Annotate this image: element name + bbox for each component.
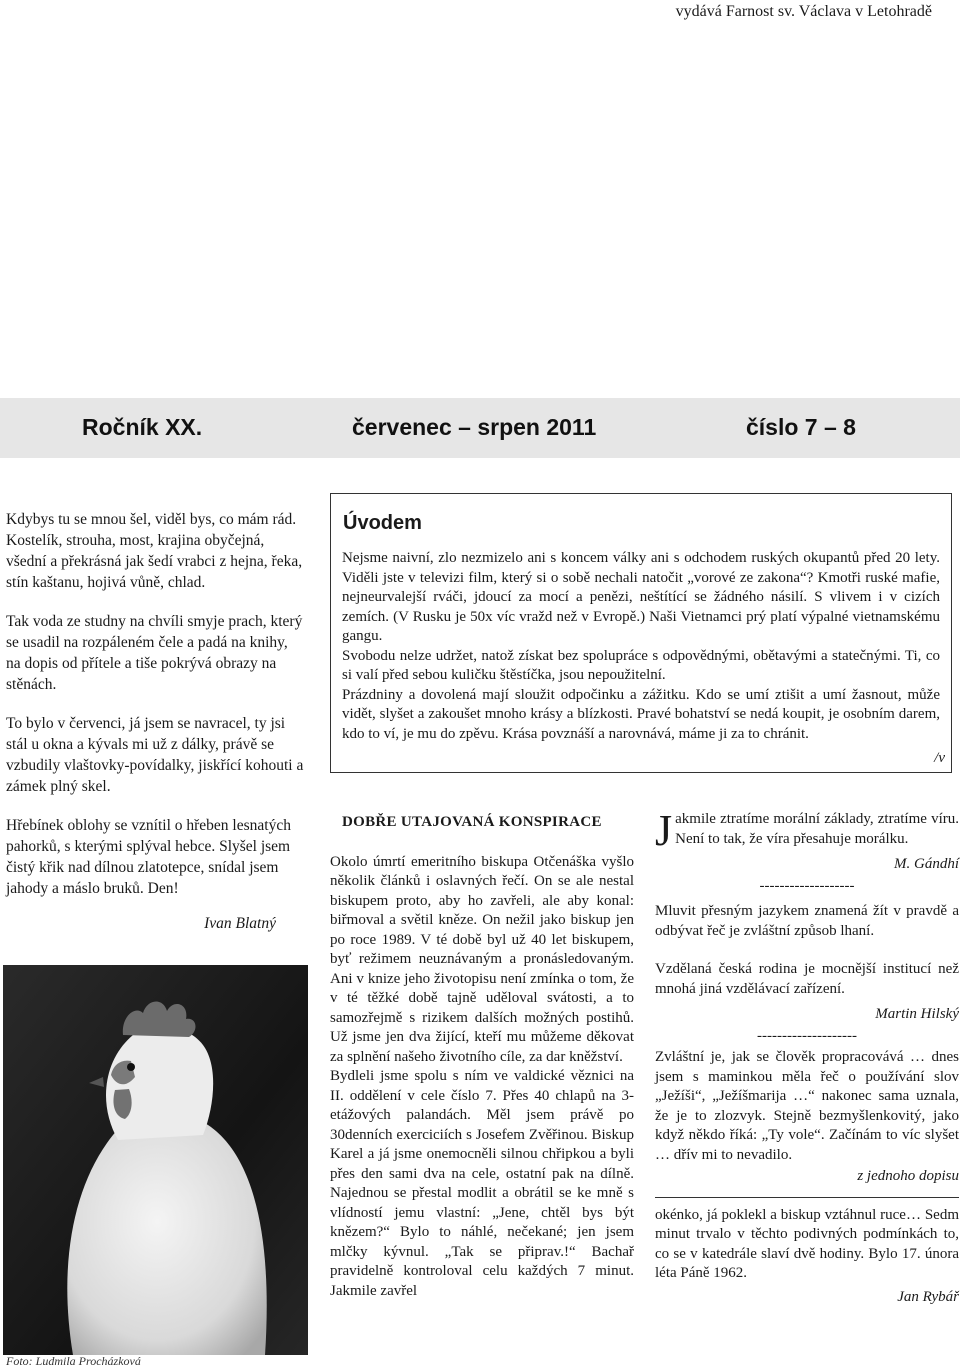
quote-divider: -------------------- (757, 1027, 857, 1044)
publisher-line: vydává Farnost sv. Václava v Letohradě (675, 3, 932, 20)
intro-box (330, 493, 952, 773)
quote-gandhi: Jakmile ztratíme morální základy, ztratíme víru. Není to tak, že víra přesahuje morálku. (655, 806, 959, 855)
article-title: DOBŘE UTAJOVANÁ KONSPIRACE (342, 814, 602, 830)
issue-number: číslo 7 – 8 (746, 414, 856, 440)
article-continuation: okénko, já poklekl a biskup vztáhnul ruce… Sedm minut trvalo v těchto podivných podmínkách to, co se v katedrále slaví dvě hodiny. Bylo 17. února léta Páně 1962. (655, 1206, 959, 1281)
quote-author: Martin Hilský (875, 1006, 959, 1022)
poem-stanza: Kdybys tu se mnou šel, viděl bys, co mám rád. Kostelík, strouha, most, krajina obyčejná, všední a překrásná jak šedí vrabci z hejna, řeka, stín kaštanu, hojivá vůně, chlad. (6, 511, 303, 591)
quotes-column (655, 806, 959, 1307)
intro-signature: /v (934, 750, 945, 766)
intro-title: Úvodem (343, 512, 422, 534)
issue-date: červenec – srpen 2011 (352, 414, 597, 440)
poem-stanza: Tak voda ze studny na chvíli smyje prach, který se usadil na rozpáleném čele a padá na knihy, na dopis od přítele a tiše pokrývá obrazy na stěnách. (6, 613, 303, 693)
intro-body (342, 549, 940, 744)
quote-author: M. Gándhí (894, 856, 959, 872)
quote-author: z jednoho dopisu (857, 1168, 959, 1184)
poem-author: Ivan Blatný (204, 915, 276, 932)
quote-letter: Zvláštní je, jak se člověk propracovává … dnes jsem s maminkou měla řeč o používání slov „Ježíši“, „Ježíšmarija …“ nakonec sama uznala, že je to zlozvyk. Stejně bezmyšlenkovitý, jako když někdo říká: „Ty vole“. Začínám to víc slyšet … dřív mi to nevadilo. (655, 1049, 959, 1163)
intro-paragraph: Svobodu nelze udržet, natož získat bez spolupráce s odpovědnými, obětavými a statečnými. Ti, co si valí před sebou kuličku štěstíčka, jsou nepoužitelní. (342, 647, 940, 683)
intro-paragraph: Prázdniny a dovolená mají sloužit odpočinku a zážitku. Kdo se umí ztišit a umí žasnout, může vidět, slyšet a zakoušet mnoho krásy a blízkosti. Pravé bohatství se nedá koupit, je osobním darem, kdo to ví, je mu do zpěvu. Krása povznáší a narovnává, máme ji za to chránit. (342, 686, 940, 742)
quote-language: Mluvit přesným jazykem znamená žít v pravdě a odbývat řeč je zvláštní způsob lhaní. (655, 903, 959, 939)
issue-band (0, 398, 960, 458)
article-paragraph: Bydleli jsme spolu s ním ve valdické věznici na II. oddělení v cele číslo 7. Přes 40 chlapů na 3-etážových palandách. Měl jsem právě po 30denních exerciciích s Josefem Zvěřinou. Biskup Karel a já jsme onemocněli silnou chřipkou a byli přes den sami dva na cele, ostatní pak na dílně. Najednou se přestal modlit a obrátil se ke mně s vlídností jemu vlastní: „Jene, chtěl bys být knězem?“ Bylo to náhlé, nečekané; jen jsem mlčky kývnul. „Tak se připrav.!“ Bachař pravidelně kontroloval celu každých 7 minut. Jakmile zavřel (330, 1068, 634, 1299)
drop-cap: J (655, 806, 673, 855)
article-author: Jan Rybář (897, 1288, 959, 1305)
volume-label: Ročník XX. (82, 414, 203, 440)
photo-credit: Foto: Ludmila Procházková (6, 1354, 141, 1368)
rooster-image (3, 965, 308, 1355)
quote-family: Vzdělaná česká rodina je mocnější institucí než mnohá jiná vzdělávací zařízení. (655, 961, 959, 997)
column-rule (655, 1197, 959, 1198)
poem-stanza: To bylo v červenci, já jsem se navracel, ty jsi stál u okna a kývals mi už z dálky, právě se vzbudily vlaštovky-povídalky, jiskřící kohouti a zámek plný skel. (6, 715, 304, 795)
rooster-photo (3, 965, 308, 1355)
poem-stanza: Hřebínek oblohy se vznítil o hřeben lesnatých pahorků, s kterými splýval hebce. Slyšel jsem čistý křik nad dílnou zlatotepce, snídal jsem jahody a máslo bruků. Den! (6, 817, 291, 897)
article-column (330, 813, 634, 1301)
intro-paragraph: Nejsme naivní, zlo nezmizelo ani s koncem války ani s odchodem ruských okupantů před 20 lety. Viděli jste v televizi film, který si o sobě nechali natočit „vorové ze zakona“? Kmotři ruské mafie, nejneurvalejší rváči, jdoucí za mocí a penězi, neštítící se žádného násilí. S vlivem i v cizích zemích. (V Rusku je 50x víc vražd než v Evropě.) Naši Vietnamci prý platí výpalné vietnamskému gangu. (342, 550, 940, 644)
poem (6, 509, 306, 952)
quote-divider: ------------------- (759, 877, 855, 894)
article-paragraph: Okolo úmrtí emeritního biskupa Otčenáška vyšlo několik článků i oslavných řečí. On se ale nestal biskupem proto, aby ho zavřeli, ale aby konal: biřmoval a světil kněze. On nežil jako biskup jen po roce 1989. V té době byl už 40 let biskupem, byť režimem neuznávaným a pronásledovaným. Ani v knize jeho životopisu není zmínka o tom, že v té těžké době tajně uděloval svátosti, a to samozřejmě s rizikem dalších možných postihů. Už jsme jen dva žijící, kteří mu můžeme děkovat za splnění našeho životního cíle, za dar kněžství. (330, 853, 634, 1065)
